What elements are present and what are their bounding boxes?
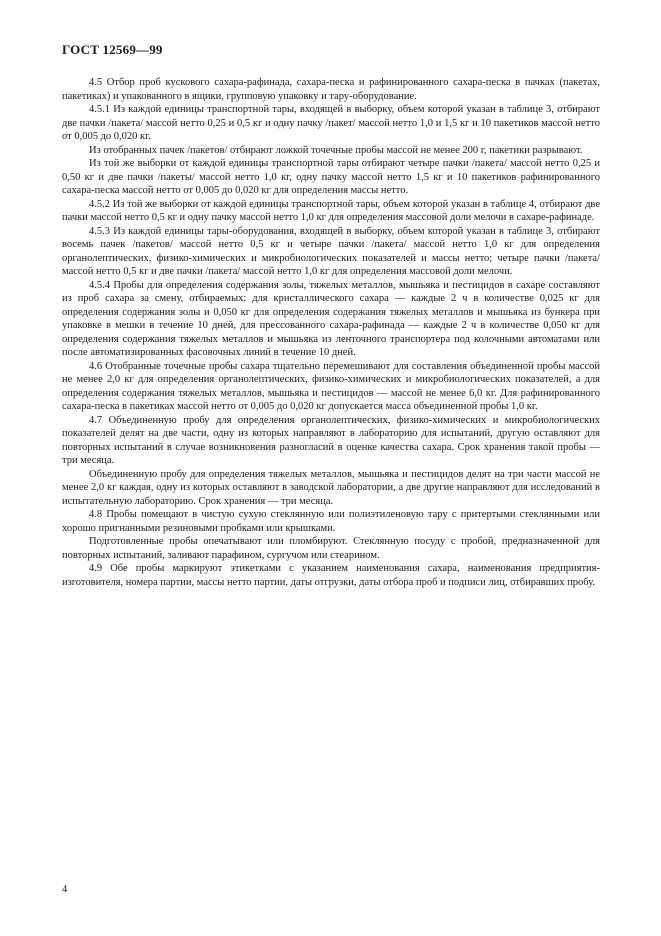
paragraph-4-5: 4.5 Отбор проб кускового сахара-рафинада, сахара-песка и рафинированного сахара-песка в пачках (пакетах, пакетиках) и упакованного в ящики, групповую упаковку и тару-оборудование. — [62, 77, 600, 102]
paragraph-4-7: 4.7 Объединенную пробу для определения органолептических, физико-химических и микробиологических показателей делят на две части, одну из которых направляют в лабораторию для испытаний, другую оставляют для повторных испытаний в случае возникновения разногласий в оценке качества сахара. Срок хранения такой пробы — три месяца. — [62, 414, 600, 466]
paragraph-4-5-4: 4.5.4 Пробы для определения содержания золы, тяжелых металлов, мышьяка и пестицидов в сахаре составляют из проб сахара за смену, отбираемых: для кристаллического сахара — каждые 2 ч в количестве 0,025 кг для определения содержания золы и 0,050 кг для определения содержания тяжелых металлов и мышьяка из бункера при упаковке в мешки в течение 10 дней, для прессованного сахара-рафинада — каждые 2 ч в количестве 0,050 кг для определения содержания тяжелых металлов и мышьяка из ленточного транспортера под колочными автоматами или после автоматизированных фасовочных линий в течение 10 дней. — [62, 279, 600, 358]
document-body — [62, 76, 600, 589]
paragraph-4-5-1-cont-a: Из отобранных пачек /пакетов/ отбирают ложкой точечные пробы массой не менее 200 г, пакетики разрывают. — [89, 144, 583, 156]
paragraph-4-8: 4.8 Пробы помещают в чистую сухую стеклянную или полиэтиленовую тару с притертыми стеклянными или хорошо пригнанными резиновыми пробками или крышками. — [62, 509, 600, 534]
paragraph-4-6: 4.6 Отобранные точечные пробы сахара тщательно перемешивают для составления объединенной пробы массой не менее 2,0 кг для определения органолептических, физико-химических и микробиологических показателей, а для определения содержания тяжелых металлов, мышьяка и пестицидов — массой не менее 6,0 кг. Для рафинированного сахара-песка в пакетиках массой нетто от 0,005 до 0,020 кг допускается масса объединенной пробы 1,0 кг. — [62, 360, 600, 412]
paragraph-4-5-1-cont-b: Из той же выборки от каждой единицы транспортной тары отбирают четыре пачки /пакета/ массой нетто 0,25 и 0,50 кг и две пачки /пакеты/ массой нетто 1,0 кг, одну пачку массой нетто 1,5 кг и 10 пакетиков рафинированного сахара-песка массой нетто от 0,005 до 0,020 кг для определения массы нетто. — [62, 158, 600, 196]
document-header: ГОСТ 12569—99 — [62, 42, 163, 57]
paragraph-4-9: 4.9 Обе пробы маркируют этикетками с указанием наименования сахара, наименования предприятия-изготовителя, номера партии, массы нетто партии, даты отгрузки, даты отбора проб и подписи лиц, отбиравших пробу. — [62, 563, 600, 588]
paragraph-4-8-cont: Подготовленные пробы опечатывают или пломбируют. Стеклянную посуду с пробой, предназначенной для повторных испытаний, заливают парафином, сургучом или стеарином. — [62, 536, 600, 561]
paragraph-4-5-2: 4.5.2 Из той же выборки от каждой единицы транспортной тары, объем которой указан в таблице 4, отбирают две пачки массой нетто 0,5 кг и одну пачку массой нетто 1,0 кг для определения массовой доли мелочи в сахаре-рафинаде. — [62, 198, 600, 223]
paragraph-4-5-1: 4.5.1 Из каждой единицы транспортной тары, входящей в выборку, объем которой указан в таблице 3, отбирают две пачки /пакета/ массой нетто 0,25 и 0,5 кг и одну пачку /пакет/ массой нетто 1,0 и 1,5 кг и 10 пакетиков массой нетто от 0,005 до 0,020 кг. — [62, 104, 600, 142]
paragraph-4-5-3: 4.5.3 Из каждой единицы тары-оборудования, входящей в выборку, объем которой указан в таблице 3, отбирают восемь пачек /пакетов/ массой нетто 0,5 кг и четыре пачки /пакета/ массой нетто 1,0 кг для определения органолептических, физико-химических и микробиологических показателей и массы нетто; четыре пачки /пакета/ массой нетто 0,5 кг и две пачки /пакета/ массой нетто 1,0 кг для определения массовой доли мелочи. — [62, 225, 600, 277]
paragraph-4-7-cont: Объединенную пробу для определения тяжелых металлов, мышьяка и пестицидов делят на три части массой не менее 2,0 кг каждая, одну из которых оставляют в заводской лаборатории, а две другие направляют для исследований в испытательную лабораторию. Срок хранения — три месяца. — [62, 468, 600, 507]
page-number: 4 — [62, 884, 68, 895]
